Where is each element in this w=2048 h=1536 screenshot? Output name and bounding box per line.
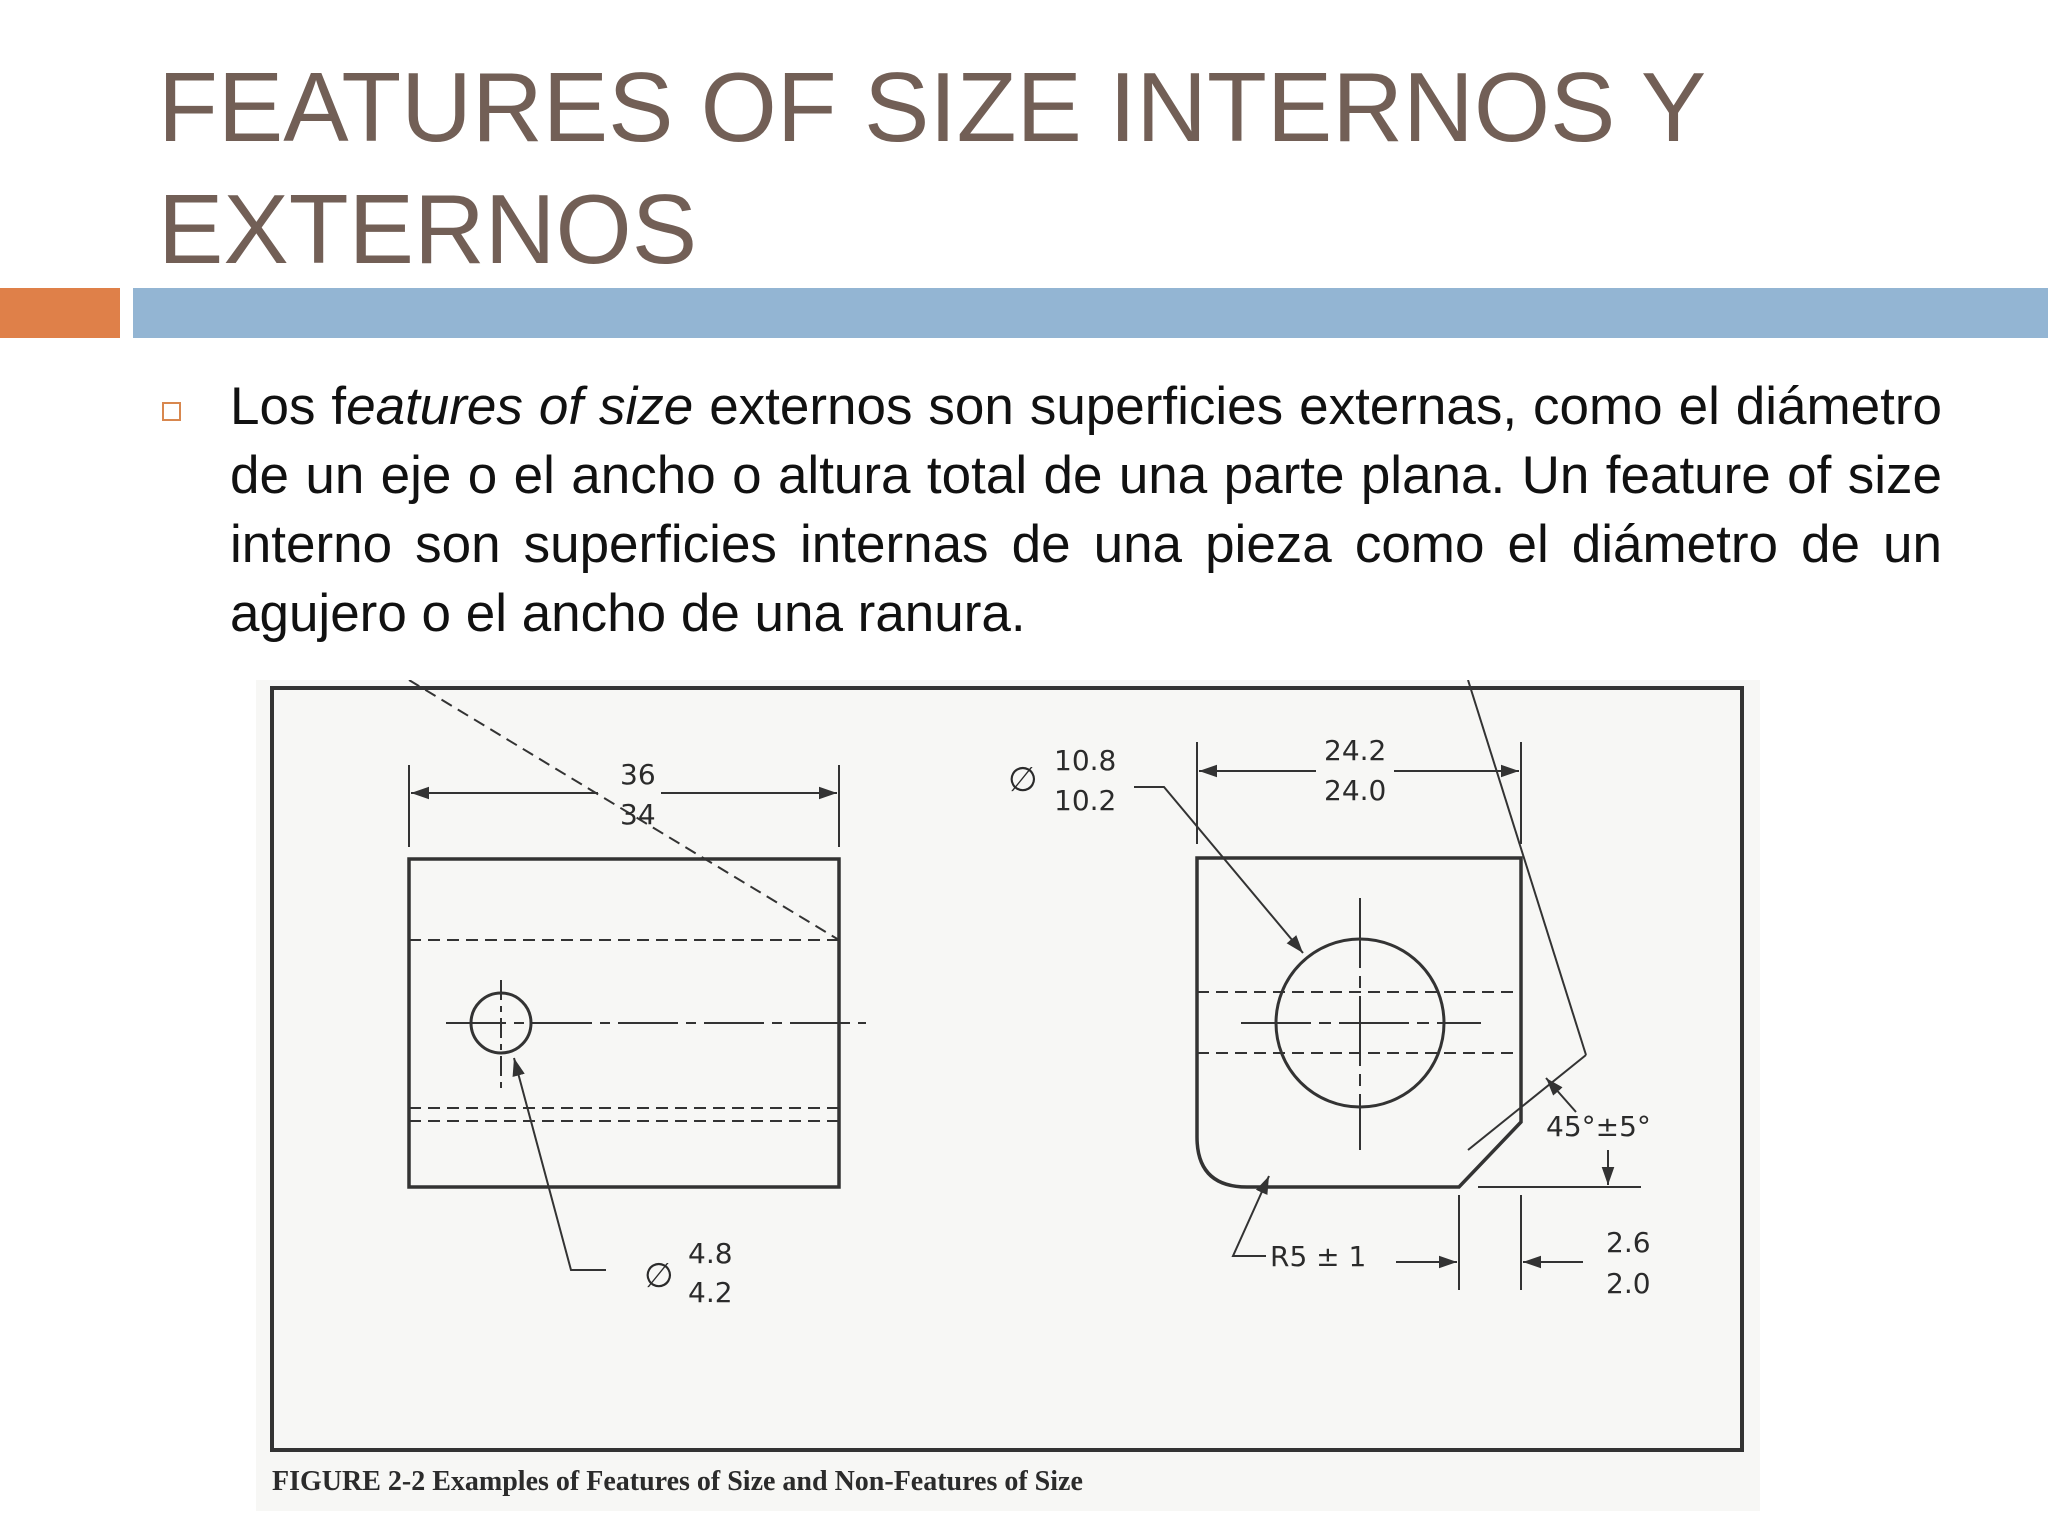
bullet-square-icon — [162, 402, 181, 421]
right-hole-leader — [1134, 787, 1303, 953]
radius-label: R5 ± 1 — [1270, 1240, 1367, 1273]
accent-bar-blue — [133, 288, 2048, 338]
angle-label: 45°±5° — [1546, 1110, 1651, 1143]
figure-2-2 — [256, 680, 1760, 1511]
accent-bar-orange — [0, 288, 120, 338]
body-text-part1: Los f — [230, 377, 347, 436]
chamfer-lower: 2.0 — [1606, 1267, 1651, 1300]
body-paragraph — [230, 372, 1942, 648]
left-width-upper: 36 — [620, 758, 656, 791]
right-hole-lower: 10.2 — [1054, 784, 1117, 817]
body-text-italic: eatures of size — [346, 377, 694, 436]
technical-drawing — [256, 680, 1760, 1511]
right-width-lower: 24.0 — [1324, 774, 1387, 807]
body-text-part3: externos son superficies externas, como el diámetro de un eje o el ancho o altura total de una parte plana. Un feature of size interno son superficies internas de una pieza como el diámetro de un agujero o el ancho de una ranura. — [230, 377, 1942, 643]
left-hole-lower: 4.2 — [688, 1276, 733, 1309]
diameter-symbol-icon: ∅ — [644, 1256, 674, 1296]
chamfer-upper: 2.6 — [1606, 1226, 1651, 1259]
figure-caption: FIGURE 2-2 Examples of Features of Size and Non-Features of Size — [272, 1466, 1083, 1497]
left-width-lower: 34 — [620, 798, 656, 831]
diameter-symbol-icon: ∅ — [1008, 760, 1038, 800]
right-part — [1134, 680, 1641, 1290]
right-width-upper: 24.2 — [1324, 734, 1387, 767]
slide-title: FEATURES OF SIZE INTERNOS Y EXTERNOS — [158, 52, 1705, 284]
left-hole-upper: 4.8 — [688, 1237, 733, 1270]
angle-extension-line — [1468, 680, 1586, 1055]
right-hole-upper: 10.8 — [1054, 744, 1117, 777]
left-hole-leader — [514, 1058, 606, 1270]
angle-arrow-top — [1546, 1078, 1576, 1112]
